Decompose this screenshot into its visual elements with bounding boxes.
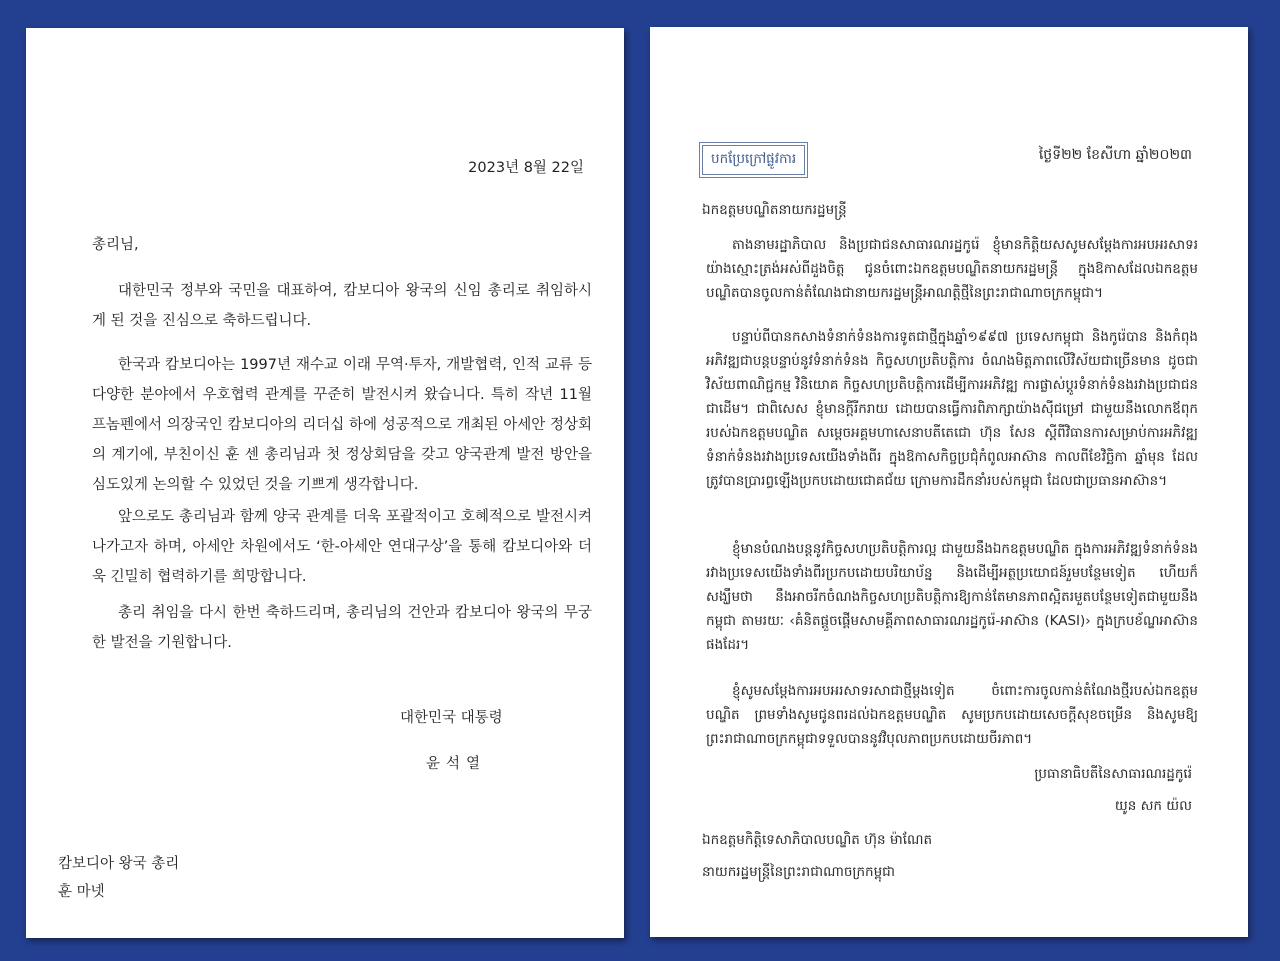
unofficial-translation-stamp: បកប្រែក្រៅផ្លូវការ — [702, 145, 805, 175]
letter-paragraph: តាងនាមរដ្ឋាភិបាល និងប្រជាជនសាធារណរដ្ឋកូរ៉េ ខ្ញុំមានកិត្តិយសសូមសម្តែងការអបអរសាទរយ៉ាងស្មោះត្រង់អស់ពីដួងចិត្ត ជូនចំពោះឯកឧត្តមបណ្ឌិតនាយករដ្ឋមន្ត្រី ក្នុងឱកាសដែលឯកឧត្តមបណ្ឌិតបានចូលកាន់តំណែងជានាយករដ្ឋមន្ត្រីអាណត្តិថ្មីនៃព្រះរាជាណាចក្រកម្ពុជា។ — [706, 237, 1198, 301]
sender-title: ប្រធានាធិបតីនៃសាធារណរដ្ឋកូរ៉េ — [1034, 766, 1192, 782]
letter-date: ថ្ងៃទី២២ ខែសីហា ឆ្នាំ២០២៣ — [1038, 147, 1192, 163]
recipient: 캄보디아 왕국 총리 — [58, 856, 180, 872]
salutation: 총리님, — [92, 237, 139, 253]
letter-paragraph: 앞으로도 총리님과 함께 양국 관계를 더욱 포괄적이고 호혜적으로 발전시켜 나가고자 하며, 아세안 차원에서도 ‘한-아세안 연대구상’을 통해 캄보디아와 더욱 긴밀히 협력하기를 희망합니다. — [92, 509, 592, 585]
recipient: ឯកឧត្តមកិត្តិទេសាភិបាលបណ្ឌិត ហ៊ុន ម៉ាណែត — [702, 832, 933, 848]
letter-paragraph: 대한민국 정부와 국민을 대표하여, 캄보디아 왕국의 신임 총리로 취임하시게 된 것을 진심으로 축하드립니다. — [92, 283, 592, 329]
sender-name: យូន សក យ៉ល — [1114, 798, 1192, 814]
salutation: ឯកឧត្តមបណ្ឌិតនាយករដ្ឋមន្ត្រី — [702, 202, 847, 218]
khmer-letter-page — [650, 27, 1248, 937]
recipient-title: នាយករដ្ឋមន្ត្រីនៃព្រះរាជាណាចក្រកម្ពុជា — [702, 864, 896, 880]
letter-paragraph: ខ្ញុំសូមសម្តែងការអបអរសាទរសាជាថ្មីម្តងទៀត ចំពោះការចូលកាន់តំណែងថ្មីរបស់ឯកឧត្តមបណ្ឌិត ព្រមទាំងសូមជូនពរដល់ឯកឧត្តមបណ្ឌិត សូមប្រកបដោយសេចក្តីសុខចម្រើន និងសូមឱ្យព្រះរាជាណាចក្រកម្ពុជាទទួលបាននូវវិបុលភាពប្រកបដោយចីរភាព។ — [706, 683, 1198, 747]
letter-date: 2023년 8월 22일 — [468, 160, 584, 176]
letter-paragraph: 총리 취임을 다시 한번 축하드리며, 총리님의 건안과 캄보디아 왕국의 무궁한 발전을 기원합니다. — [92, 605, 592, 651]
sender-title: 대한민국 대통령 — [400, 710, 503, 726]
letter-paragraph: 한국과 캄보디아는 1997년 재수교 이래 무역·투자, 개발협력, 인적 교류 등 다양한 분야에서 우호협력 관계를 꾸준히 발전시켜 왔습니다. 특히 작년 11월 프놈펜에서 의장국인 캄보디아의 리더십 하에 성공적으로 개최된 아세안 정상회의 계기에, 부친이신 훈 센 총리님과 첫 정상회담을 갖고 양국관계 발전 방안을 심도있게 논의할 수 있었던 것을 기쁘게 생각합니다. — [92, 357, 592, 493]
letter-paragraph: បន្ទាប់ពីបានកសាងទំនាក់ទំនងការទូតជាថ្មីក្នុងឆ្នាំ១៩៩៧ ប្រទេសកម្ពុជា និងកូរ៉េបាន និងកំពុងអភិវឌ្ឍជាបន្តបន្ទាប់នូវទំនាក់ទំនង កិច្ចសហប្រតិបត្តិការ ចំណងមិត្តភាពលើវិស័យជាច្រើនមាន ដូចជា វិស័យពាណិជ្ជកម្ម វិនិយោគ កិច្ចសហប្រតិបត្តិការដើម្បីការអភិវឌ្ឍ ការផ្លាស់ប្តូរទំនាក់ទំនងរវាងប្រជាជនជាដើម។ ជាពិសេស ខ្ញុំមានក្តីរីករាយ ដោយបានធ្វើការពិភាក្សាយ៉ាងស៊ីជម្រៅ ជាមួយនឹងលោកឪពុករបស់ឯកឧត្តមបណ្ឌិត សម្តេចអគ្គមហាសេនាបតីតេជោ ហ៊ុន សែន ស្តីពីវិធានការសម្រាប់ការអភិវឌ្ឍទំនាក់ទំនងរវាងប្រទេសយើងទាំងពីរ ក្នុងឱកាសកិច្ចប្រជុំកំពូលអាស៊ាន កាលពីខែវិច្ឆិកា ឆ្នាំមុន ដែលត្រូវបានប្រារព្ធឡើងប្រកបដោយជោគជ័យ ក្រោមការដឹកនាំរបស់កម្ពុជា ដែលជាប្រធានអាស៊ាន។ — [706, 329, 1198, 489]
letter-paragraph: ខ្ញុំមានបំណងបន្តនូវកិច្ចសហប្រតិបត្តិការល្អ ជាមួយនឹងឯកឧត្តមបណ្ឌិត ក្នុងការអភិវឌ្ឍទំនាក់ទំនងរវាងប្រទេសយើងទាំងពីរប្រកបដោយបរិយាប័ន្ន និងដើម្បីអត្ថប្រយោជន៍រួមបន្ថែមទៀត ហើយក៏សង្ឃឹមថា នឹងអាចរីកចំណងកិច្ចសហប្រតិបត្តិការឱ្យកាន់តែមានភាពស្អិតរមួតបន្ថែមទៀតជាមួយនឹងកម្ពុជា តាមរយៈ ‹គំនិតផ្តួចផ្តើមសាមគ្គីភាពសាធារណរដ្ឋកូរ៉េ-អាស៊ាន (KASI)› ក្នុងក្របខ័ណ្ឌអាស៊ានផងដែរ។ — [706, 541, 1198, 653]
sender-name: 윤석열 — [426, 756, 487, 772]
recipient-name: 훈 마넷 — [58, 884, 105, 900]
korean-letter-page — [26, 28, 624, 938]
